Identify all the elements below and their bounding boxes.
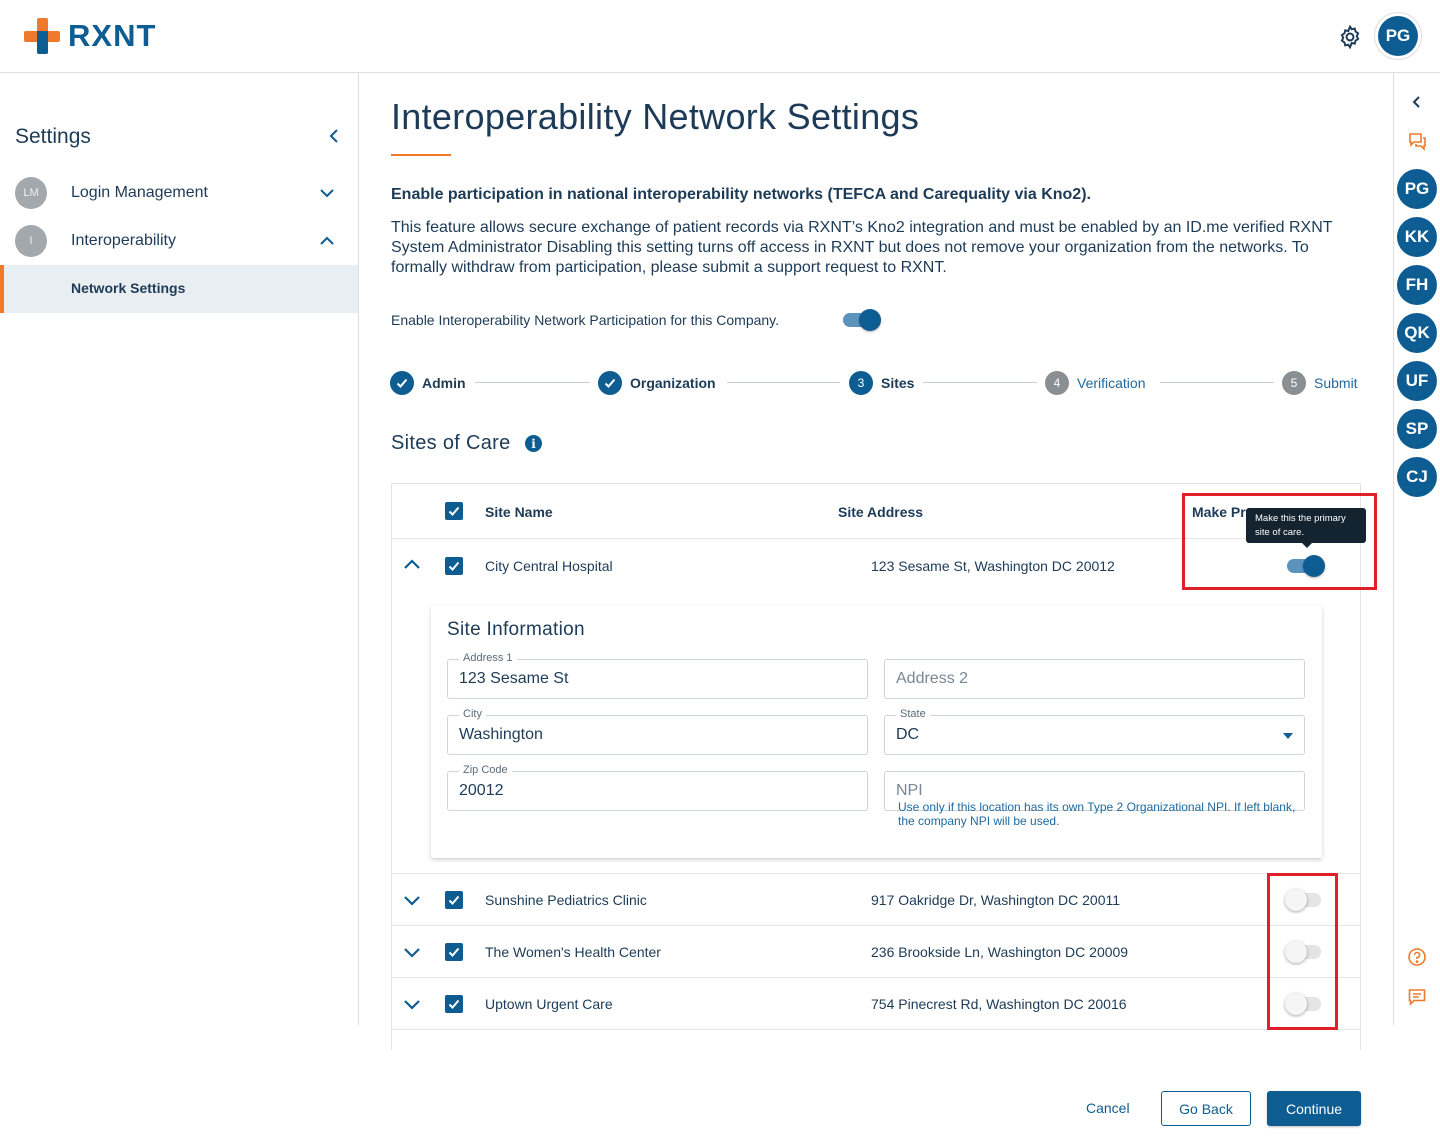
highlight-box <box>1267 873 1338 1030</box>
chevron-left-icon[interactable] <box>326 127 344 145</box>
rxnt-logo[interactable] <box>24 18 156 54</box>
caret-down-icon <box>1283 733 1293 739</box>
sidebar-item-interoperability[interactable] <box>0 217 358 265</box>
logo-text: RXNT <box>68 18 157 53</box>
step-verification[interactable]: 4 Verification <box>1045 371 1145 395</box>
select-all-checkbox[interactable] <box>445 502 463 520</box>
site-information-card <box>431 605 1322 858</box>
step-number: 3 <box>849 371 873 395</box>
chevron-left-icon[interactable] <box>1407 92 1427 112</box>
step-sites[interactable]: 3 Sites <box>849 371 914 395</box>
column-site-address[interactable]: Site Address <box>838 504 924 520</box>
card-title: Site Information <box>447 619 585 640</box>
chevron-down-icon[interactable] <box>402 942 422 962</box>
go-back-button[interactable]: Go Back <box>1161 1091 1251 1126</box>
right-rail <box>1393 73 1440 1025</box>
continue-button[interactable]: Continue <box>1267 1091 1361 1126</box>
npi-helper-text: Use only if this location has its own Type 2 Organizational NPI. If left blank, the company NPI will be used. <box>898 800 1296 828</box>
primary-site-tooltip: Make this the primary site of care. <box>1246 508 1366 543</box>
sidebar-item-label: Login Management <box>71 184 208 201</box>
table-row <box>392 874 1360 926</box>
site-address: 917 Oakridge Dr, Washington DC 20011 <box>871 892 1121 908</box>
state-select[interactable]: State DC <box>884 715 1305 755</box>
title-underline <box>391 154 451 156</box>
step-organization[interactable]: Organization <box>598 371 716 395</box>
help-icon[interactable] <box>1407 947 1427 967</box>
sidebar-item-login-management[interactable] <box>0 169 358 217</box>
chevron-up-icon[interactable] <box>402 555 422 575</box>
chevron-down-icon[interactable] <box>402 890 422 910</box>
site-name: Uptown Urgent Care <box>485 996 613 1012</box>
address1-field[interactable]: Address 1 123 Sesame St <box>447 659 868 699</box>
info-icon[interactable]: i <box>525 435 542 452</box>
sidebar-item-label: Interoperability <box>71 232 176 249</box>
message-icon[interactable] <box>1407 987 1427 1007</box>
rail-avatar[interactable]: PG <box>1397 169 1437 209</box>
column-site-name[interactable]: Site Name <box>485 504 553 520</box>
enable-network-toggle[interactable] <box>843 308 881 332</box>
cancel-button[interactable]: Cancel <box>1086 1100 1130 1116</box>
city-field[interactable]: City Washington <box>447 715 868 755</box>
npi-field[interactable]: NPI <box>884 771 1305 811</box>
stepper-connector <box>727 382 840 383</box>
intro-heading: Enable participation in national interoperability networks (TEFCA and Carequality via Kno2). <box>391 186 1091 203</box>
rail-avatar[interactable]: SP <box>1397 409 1437 449</box>
site-address: 236 Brookside Ln, Washington DC 20009 <box>871 944 1129 960</box>
rail-avatar[interactable]: CJ <box>1397 457 1437 497</box>
row-checkbox[interactable] <box>445 891 463 909</box>
settings-sidebar <box>0 73 359 1025</box>
stepper-connector <box>475 382 590 383</box>
gear-icon[interactable] <box>1337 24 1363 50</box>
sidebar-badge: I <box>15 225 47 257</box>
logo-cross-icon <box>24 18 60 54</box>
chevron-down-icon <box>318 184 336 202</box>
check-icon <box>598 371 622 395</box>
sidebar-item-network-settings[interactable]: Network Settings <box>0 265 358 313</box>
site-address: 754 Pinecrest Rd, Washington DC 20016 <box>871 996 1127 1012</box>
stepper-connector <box>1160 382 1274 383</box>
chat-bubbles-icon[interactable] <box>1407 131 1427 151</box>
column-make-primary[interactable]: Make Pr <box>1192 504 1246 520</box>
site-address: 123 Sesame St, Washington DC 20012 <box>871 558 1115 574</box>
row-checkbox[interactable] <box>445 943 463 961</box>
intro-body: This feature allows secure exchange of patient records via RXNT’s Kno2 integration and must be enabled by an ID.me verified RXNT System Administrator Disabling this setting turns off access in RXNT but does not remove your organization from the networks. To formally withdraw from participation, please submit a support request to RXNT. <box>391 219 1333 276</box>
site-name: Sunshine Pediatrics Clinic <box>485 892 647 908</box>
top-bar <box>0 0 1440 73</box>
row-checkbox[interactable] <box>445 995 463 1013</box>
section-title: Sites of Care <box>391 432 511 454</box>
table-row <box>392 926 1360 978</box>
page-title: Interoperability Network Settings <box>391 96 920 137</box>
rail-avatar[interactable]: QK <box>1397 313 1437 353</box>
sidebar-badge: LM <box>15 177 47 209</box>
step-number: 4 <box>1045 371 1069 395</box>
rail-avatar[interactable]: KK <box>1397 217 1437 257</box>
sidebar-title: Settings <box>15 125 91 148</box>
site-name: The Women's Health Center <box>485 944 661 960</box>
rail-avatar[interactable]: FH <box>1397 265 1437 305</box>
site-name: City Central Hospital <box>485 558 613 574</box>
row-checkbox[interactable] <box>445 557 463 575</box>
table-row <box>392 978 1360 1030</box>
zip-code-field[interactable]: Zip Code 20012 <box>447 771 868 811</box>
check-icon <box>390 371 414 395</box>
step-admin[interactable]: Admin <box>390 371 466 395</box>
chevron-up-icon <box>318 232 336 250</box>
step-submit[interactable]: 5 Submit <box>1282 371 1358 395</box>
stepper-connector <box>923 382 1037 383</box>
chevron-down-icon[interactable] <box>402 994 422 1014</box>
enable-network-label: Enable Interoperability Network Participation for this Company. <box>391 312 780 328</box>
step-number: 5 <box>1282 371 1306 395</box>
user-avatar[interactable]: PG <box>1374 12 1422 60</box>
address2-field[interactable]: Address 2 <box>884 659 1305 699</box>
rail-avatar[interactable]: UF <box>1397 361 1437 401</box>
